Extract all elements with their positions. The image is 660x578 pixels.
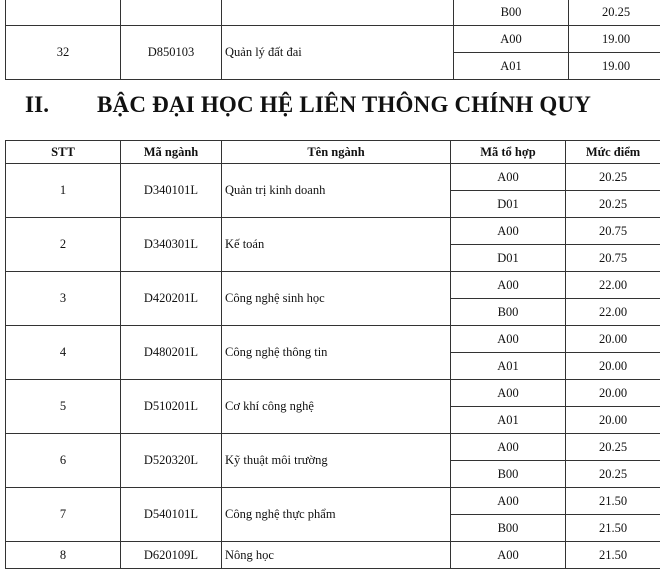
cell-muc-diem: 20.00 <box>566 326 660 353</box>
cell-muc-diem: 20.25 <box>566 434 660 461</box>
cell-ma-nganh: D510201L <box>121 380 222 434</box>
cell-ten-nganh <box>222 0 454 26</box>
cell-stt: 6 <box>6 434 121 488</box>
cell-to-hop: A00 <box>451 326 566 353</box>
cell-to-hop: B00 <box>454 0 569 26</box>
lien-thong-admission-table <box>5 140 660 569</box>
cell-muc-diem: 21.50 <box>566 488 660 515</box>
section-title: BẬC ĐẠI HỌC HỆ LIÊN THÔNG CHÍNH QUY <box>97 92 592 117</box>
cell-muc-diem: 19.00 <box>569 53 660 80</box>
cell-ma-nganh: D620109L <box>121 542 222 569</box>
table-row <box>6 26 660 53</box>
cell-ma-nganh: D520320L <box>121 434 222 488</box>
cell-muc-diem: 20.25 <box>566 164 660 191</box>
cell-stt: 7 <box>6 488 121 542</box>
cell-muc-diem: 20.25 <box>566 191 660 218</box>
cell-ten-nganh: Quản lý đất đai <box>222 26 454 80</box>
cell-to-hop: A01 <box>454 53 569 80</box>
cell-ma-nganh: D340101L <box>121 164 222 218</box>
cell-ten-nganh: Công nghệ sinh học <box>222 272 451 326</box>
header-to-hop: Mã tổ hợp <box>451 141 566 164</box>
table-row <box>6 164 660 191</box>
cell-ten-nganh: Quản trị kinh doanh <box>222 164 451 218</box>
cell-to-hop: A00 <box>451 272 566 299</box>
table-header <box>6 141 660 164</box>
cell-to-hop: B00 <box>451 515 566 542</box>
cell-muc-diem: 21.50 <box>566 515 660 542</box>
cell-stt: 32 <box>6 26 121 80</box>
cell-stt: 3 <box>6 272 121 326</box>
section-heading <box>25 92 591 118</box>
header-row <box>6 141 660 164</box>
cell-ma-nganh: D480201L <box>121 326 222 380</box>
header-muc-diem: Mức điểm <box>566 141 660 164</box>
cell-to-hop: A01 <box>451 407 566 434</box>
table-row <box>6 218 660 245</box>
cell-muc-diem: 20.00 <box>566 380 660 407</box>
cell-to-hop: D01 <box>451 191 566 218</box>
cell-muc-diem: 22.00 <box>566 299 660 326</box>
header-ten-nganh: Tên ngành <box>222 141 451 164</box>
cell-muc-diem: 20.75 <box>566 218 660 245</box>
cell-ten-nganh: Công nghệ thực phẩm <box>222 488 451 542</box>
previous-table-body <box>6 0 660 80</box>
table-row <box>6 488 660 515</box>
cell-to-hop: B00 <box>451 299 566 326</box>
cell-muc-diem: 19.00 <box>569 26 660 53</box>
cell-to-hop: D01 <box>451 245 566 272</box>
table-row <box>6 0 660 26</box>
cell-stt: 1 <box>6 164 121 218</box>
cell-muc-diem: 20.75 <box>566 245 660 272</box>
cell-muc-diem: 20.00 <box>566 353 660 380</box>
cell-ten-nganh: Cơ khí công nghệ <box>222 380 451 434</box>
table-row <box>6 272 660 299</box>
cell-ten-nganh: Kỹ thuật môi trường <box>222 434 451 488</box>
cell-stt: 4 <box>6 326 121 380</box>
cell-to-hop: A00 <box>451 434 566 461</box>
cell-ten-nganh: Nông học <box>222 542 451 569</box>
cell-to-hop: A00 <box>451 164 566 191</box>
cell-to-hop: A01 <box>451 353 566 380</box>
cell-ten-nganh: Công nghệ thông tin <box>222 326 451 380</box>
cell-muc-diem: 21.50 <box>566 542 660 569</box>
cell-muc-diem: 20.00 <box>566 407 660 434</box>
cell-stt <box>6 0 121 26</box>
cell-stt: 8 <box>6 542 121 569</box>
cell-ma-nganh: D850103 <box>121 26 222 80</box>
cell-to-hop: A00 <box>451 218 566 245</box>
cell-to-hop: B00 <box>451 461 566 488</box>
cell-muc-diem: 20.25 <box>566 461 660 488</box>
cell-muc-diem: 20.25 <box>569 0 660 26</box>
cell-ma-nganh: D540101L <box>121 488 222 542</box>
section-number: II. <box>25 92 50 117</box>
cell-to-hop: A00 <box>451 488 566 515</box>
header-stt: STT <box>6 141 121 164</box>
table-row <box>6 326 660 353</box>
table-row <box>6 542 660 569</box>
cell-ma-nganh: D420201L <box>121 272 222 326</box>
previous-admission-table <box>5 0 660 80</box>
cell-ma-nganh: D340301L <box>121 218 222 272</box>
cell-stt: 2 <box>6 218 121 272</box>
cell-to-hop: A00 <box>451 380 566 407</box>
main-table-body <box>6 164 660 569</box>
cell-to-hop: A00 <box>451 542 566 569</box>
header-ma-nganh: Mã ngành <box>121 141 222 164</box>
cell-ma-nganh <box>121 0 222 26</box>
cell-ten-nganh: Kế toán <box>222 218 451 272</box>
cell-stt: 5 <box>6 380 121 434</box>
cell-muc-diem: 22.00 <box>566 272 660 299</box>
table-row <box>6 434 660 461</box>
cell-to-hop: A00 <box>454 26 569 53</box>
table-row <box>6 380 660 407</box>
